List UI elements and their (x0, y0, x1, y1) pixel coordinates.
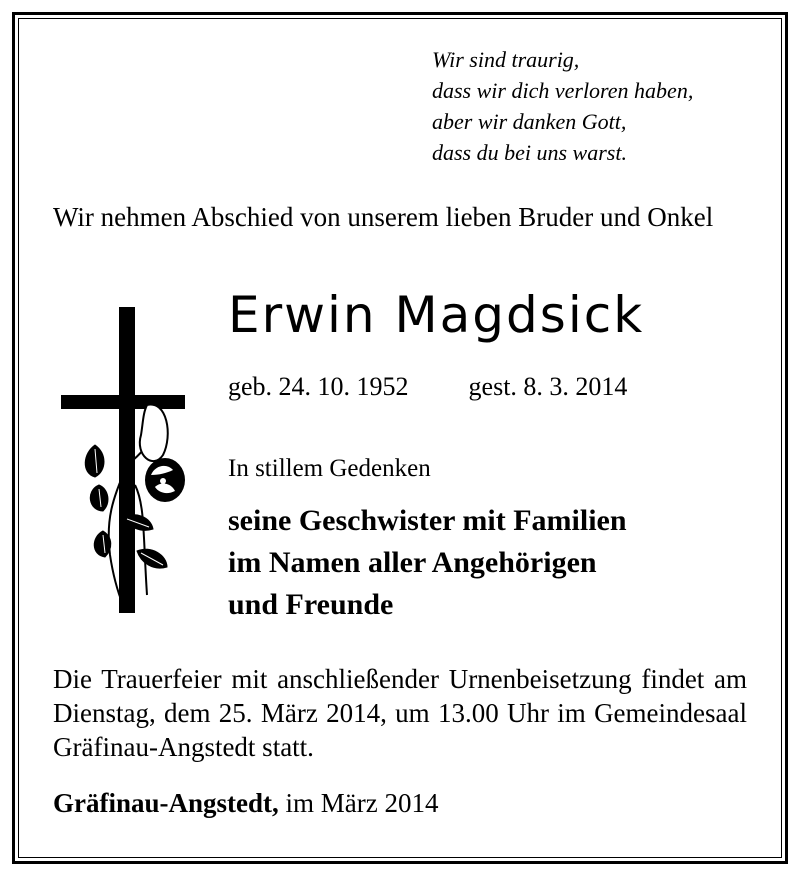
mourners-line: seine Geschwister mit Familien (228, 504, 627, 537)
deceased-name: Erwin Magdsick (228, 286, 645, 344)
place-date-line (53, 788, 439, 819)
poem-line: dass wir dich verloren haben, (432, 78, 694, 103)
poem (432, 44, 693, 168)
mourners-line: im Namen aller Angehörigen (228, 546, 597, 579)
remembrance-line: In stillem Gedenken (228, 455, 431, 482)
mourners-block (228, 500, 627, 626)
cross-with-roses-icon (55, 305, 185, 615)
place-town: Gräfinau-Angstedt, (53, 788, 279, 818)
ceremony-text: Die Trauerfeier mit anschließender Urnenbeisetzung findet am Dienstag, dem 25. März 2014, um 13.00 Uhr im Gemeindesaal Gräfinau-Angstedt statt. (53, 664, 747, 762)
poem-line: dass du bei uns warst. (432, 140, 627, 165)
birth-date: geb. 24. 10. 1952 (228, 372, 409, 401)
poem-line: aber wir danken Gott, (432, 109, 627, 134)
death-date: gest. 8. 3. 2014 (468, 372, 628, 401)
poem-line: Wir sind traurig, (432, 47, 580, 72)
life-dates (228, 372, 627, 402)
intro-text: Wir nehmen Abschied von unserem lieben Bruder und Onkel (53, 202, 714, 232)
place-date: im März 2014 (285, 788, 439, 818)
mourners-line: und Freunde (228, 588, 394, 621)
